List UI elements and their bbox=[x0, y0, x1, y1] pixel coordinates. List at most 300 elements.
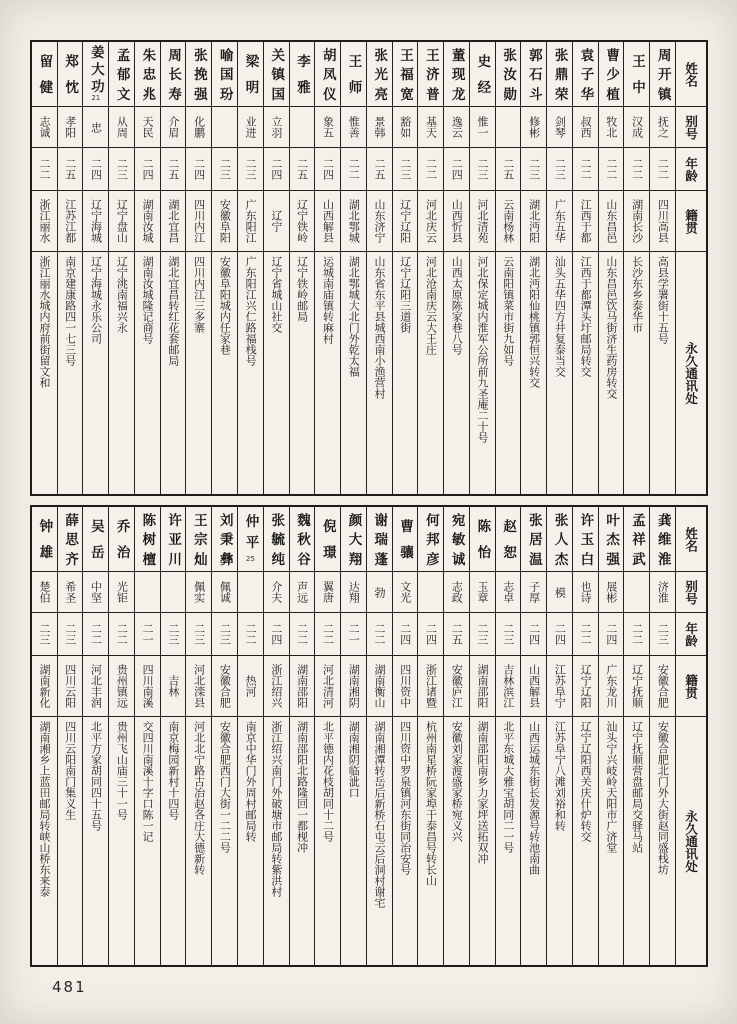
origin-cell: 河北滦县 bbox=[186, 656, 211, 717]
person-column bbox=[109, 42, 135, 494]
address-cell: 湖南邵阳南乡力家坪送拓双冲 bbox=[476, 721, 490, 864]
age-cell: 二三 bbox=[186, 613, 211, 656]
name-cell: 董 现 龙 bbox=[444, 42, 469, 107]
alias-cell: 化鹏 bbox=[186, 107, 211, 148]
name-cell: 张 挽 强 bbox=[186, 42, 211, 107]
address-cell: 安徽刘家渡盛家桥宛义兴 bbox=[450, 721, 464, 842]
age-cell: 二四 bbox=[418, 613, 443, 656]
person-column bbox=[650, 507, 676, 965]
person-column bbox=[264, 42, 290, 494]
age-cell: 二三 bbox=[650, 613, 675, 656]
person-column bbox=[521, 507, 547, 965]
origin-cell: 吉林 bbox=[161, 656, 186, 717]
address-cell: 辽宁省城山社交 bbox=[269, 256, 283, 333]
alias-cell: 景韩 bbox=[367, 107, 392, 148]
header-address: 永久通讯处 bbox=[683, 809, 699, 873]
name-cell: 魏 秋 谷 bbox=[290, 507, 315, 572]
address-cell: 汕头五华四方井复泰当交 bbox=[553, 256, 567, 377]
person-column bbox=[573, 42, 599, 494]
name-cell: 许 玉 白 bbox=[573, 507, 598, 572]
alias-cell: 牧北 bbox=[599, 107, 624, 148]
alias-cell: 从周 bbox=[109, 107, 134, 148]
address-cell: 广东阳江兴仁路福栈号 bbox=[244, 256, 258, 366]
person-column bbox=[238, 507, 264, 965]
header-name: 姓名 bbox=[676, 507, 706, 572]
origin-cell: 安徽庐江 bbox=[444, 656, 469, 717]
alias-cell: 济淮 bbox=[650, 572, 675, 613]
name-cell: 龚 维 淮 bbox=[650, 507, 675, 572]
name-cell: 胡 凤 仪 bbox=[315, 42, 340, 107]
alias-cell bbox=[161, 572, 186, 613]
age-cell: 二五 bbox=[290, 148, 315, 191]
origin-cell: 浙江绍兴 bbox=[264, 656, 289, 717]
alias-cell: 惟善 bbox=[341, 107, 366, 148]
age-cell: 二三 bbox=[521, 148, 546, 191]
header-alias: 别号 bbox=[676, 107, 706, 148]
address-cell: 湖南湘乡上蓝田邮局转峡山桥东来泰 bbox=[38, 721, 52, 897]
address-cell: 四川内江三多寨 bbox=[192, 256, 206, 333]
origin-cell: 辽宁 bbox=[264, 191, 289, 252]
origin-cell: 江苏江都 bbox=[58, 191, 83, 252]
register-table-bottom bbox=[30, 505, 708, 967]
address-cell: 杭州南星桥阮家埠干泰昌号转长山 bbox=[424, 721, 438, 886]
name-cell: 张 鼎 荣 bbox=[547, 42, 572, 107]
address-cell: 辽宁洮南福兴永 bbox=[115, 256, 129, 333]
person-column bbox=[547, 42, 573, 494]
person-column bbox=[58, 507, 84, 965]
address-cell: 山东省东平县城西南小渔营村 bbox=[372, 256, 386, 399]
person-column bbox=[573, 507, 599, 965]
address-cell: 湖北宜昌转红花套邮局 bbox=[166, 256, 180, 366]
address-cell: 北平东城大雅宝胡同二一号 bbox=[501, 721, 515, 853]
alias-cell bbox=[624, 572, 649, 613]
age-cell: 二一 bbox=[341, 613, 366, 656]
name-cell: 李 雅 bbox=[290, 42, 315, 107]
address-cell: 湖南汝城隆记商号 bbox=[141, 256, 155, 344]
name-cell: 许 亚 川 bbox=[161, 507, 186, 572]
origin-cell: 湖北宜昌 bbox=[161, 191, 186, 252]
name-cell: 关 镇 国 bbox=[264, 42, 289, 107]
origin-cell: 湖北鄂城 bbox=[341, 191, 366, 252]
origin-cell: 湖北沔阳 bbox=[521, 191, 546, 252]
origin-cell: 河北清河 bbox=[315, 656, 340, 717]
age-cell: 二三 bbox=[238, 148, 263, 191]
name-cell: 张 毓 纯 bbox=[264, 507, 289, 572]
age-cell: 二二 bbox=[573, 148, 598, 191]
age-cell: 二二 bbox=[238, 613, 263, 656]
age-cell: 二四 bbox=[186, 148, 211, 191]
address-cell: 河北保定城内淮军公所前九圣庵二十号 bbox=[476, 256, 490, 443]
origin-cell: 浙江诸暨 bbox=[418, 656, 443, 717]
name-cell: 曹 骧 bbox=[393, 507, 418, 572]
person-column bbox=[135, 42, 161, 494]
alias-cell: 希圣 bbox=[58, 572, 83, 613]
age-cell: 二二 bbox=[599, 148, 624, 191]
name-cell: 曹 少 植 bbox=[599, 42, 624, 107]
name-cell: 张 光 亮 bbox=[367, 42, 392, 107]
name-cell: 姜 大 功 21 bbox=[83, 42, 108, 107]
alias-cell bbox=[418, 572, 443, 613]
alias-cell: 基天 bbox=[418, 107, 443, 148]
person-column bbox=[212, 42, 238, 494]
alias-cell bbox=[496, 107, 521, 148]
origin-cell: 辽宁海城 bbox=[83, 191, 108, 252]
person-column bbox=[264, 507, 290, 965]
alias-cell: 志卓 bbox=[496, 572, 521, 613]
origin-cell: 江西于都 bbox=[573, 191, 598, 252]
person-column bbox=[58, 42, 84, 494]
alias-cell: 模 bbox=[547, 572, 572, 613]
age-cell: 二二 bbox=[367, 613, 392, 656]
person-column bbox=[444, 42, 470, 494]
alias-cell: 勃 bbox=[367, 572, 392, 613]
person-column bbox=[444, 507, 470, 965]
origin-cell: 湖南邵阳 bbox=[470, 656, 495, 717]
person-column bbox=[341, 507, 367, 965]
address-cell: 交四川南溪十字口陈一记 bbox=[141, 721, 155, 842]
address-cell: 湖北鄂城大北门外乾太福 bbox=[347, 256, 361, 377]
address-cell: 安徽阜阳城内任家巷 bbox=[218, 256, 232, 355]
person-column bbox=[393, 507, 419, 965]
alias-cell: 介夫 bbox=[264, 572, 289, 613]
origin-cell: 湖南衡山 bbox=[367, 656, 392, 717]
origin-cell: 四川南溪 bbox=[135, 656, 160, 717]
age-cell: 二三 bbox=[161, 613, 186, 656]
address-cell: 南京梅园新村十四号 bbox=[166, 721, 180, 820]
origin-cell: 湖南长沙 bbox=[624, 191, 649, 252]
alias-cell bbox=[135, 572, 160, 613]
alias-cell: 象五 bbox=[315, 107, 340, 148]
person-column bbox=[496, 42, 522, 494]
person-column bbox=[315, 507, 341, 965]
name-cell: 周 开 镇 bbox=[650, 42, 675, 107]
origin-cell: 湖南汝城 bbox=[135, 191, 160, 252]
alias-cell: 中坚 bbox=[83, 572, 108, 613]
person-column bbox=[32, 507, 58, 965]
origin-cell: 贵州镇远 bbox=[109, 656, 134, 717]
person-column bbox=[367, 507, 393, 965]
page-number: 481 bbox=[52, 978, 87, 996]
origin-cell: 安徽合肥 bbox=[650, 656, 675, 717]
address-cell: 江苏阜宁八滩刘裕和转 bbox=[553, 721, 567, 831]
address-cell: 辽宁辽阳三道街 bbox=[398, 256, 412, 333]
origin-cell: 浙江丽水 bbox=[32, 191, 57, 252]
address-cell: 辽宁铁岭邮局 bbox=[295, 256, 309, 322]
name-cell: 袁 子 华 bbox=[573, 42, 598, 107]
age-cell: 二二 bbox=[624, 613, 649, 656]
origin-cell: 云南杨林 bbox=[496, 191, 521, 252]
address-cell: 四川资中罗泉镇河东街同治安号 bbox=[398, 721, 412, 875]
alias-cell: 孝阳 bbox=[58, 107, 83, 148]
alias-cell: 惟一 bbox=[470, 107, 495, 148]
age-cell: 二四 bbox=[393, 613, 418, 656]
age-cell: 二四 bbox=[264, 613, 289, 656]
origin-cell: 辽宁抚顺 bbox=[624, 656, 649, 717]
origin-cell: 吉林滨江 bbox=[496, 656, 521, 717]
origin-cell: 广东阳江 bbox=[238, 191, 263, 252]
alias-cell bbox=[238, 572, 263, 613]
origin-cell: 四川云阳 bbox=[58, 656, 83, 717]
origin-cell: 山西解县 bbox=[315, 191, 340, 252]
person-column bbox=[212, 507, 238, 965]
person-column bbox=[624, 507, 650, 965]
alias-cell: 志诚 bbox=[32, 107, 57, 148]
alias-cell: 楚伯 bbox=[32, 572, 57, 613]
person-column bbox=[32, 42, 58, 494]
address-cell: 辽宁海城永乐公司 bbox=[89, 256, 103, 344]
alias-cell: 志政 bbox=[444, 572, 469, 613]
address-cell: 安徽合肥北门外大街赵同盛栈坊 bbox=[656, 721, 670, 875]
person-column bbox=[624, 42, 650, 494]
origin-cell: 山西解县 bbox=[521, 656, 546, 717]
age-cell: 二三 bbox=[212, 613, 237, 656]
name-cell: 王 师 bbox=[341, 42, 366, 107]
address-cell: 南京建康路四一七三号 bbox=[63, 256, 77, 366]
person-column bbox=[83, 507, 109, 965]
age-cell: 二二 bbox=[109, 613, 134, 656]
alias-cell: 声远 bbox=[290, 572, 315, 613]
name-cell: 宛 敏 诚 bbox=[444, 507, 469, 572]
age-cell: 二四 bbox=[444, 148, 469, 191]
address-cell: 高县学署街十五号 bbox=[656, 256, 670, 344]
alias-cell: 翼唐 bbox=[315, 572, 340, 613]
alias-cell: 汉成 bbox=[624, 107, 649, 148]
person-column bbox=[109, 507, 135, 965]
person-column bbox=[290, 42, 316, 494]
address-cell: 长沙东乡泰华市 bbox=[630, 256, 644, 333]
name-cell: 梁 明 bbox=[238, 42, 263, 107]
person-column bbox=[496, 507, 522, 965]
origin-cell: 辽宁盘山 bbox=[109, 191, 134, 252]
name-cell: 陈 怡 bbox=[470, 507, 495, 572]
age-cell: 二五 bbox=[444, 613, 469, 656]
origin-cell: 四川内江 bbox=[186, 191, 211, 252]
alias-cell: 也诗 bbox=[573, 572, 598, 613]
person-column bbox=[341, 42, 367, 494]
name-cell: 陈 树 檀 bbox=[135, 507, 160, 572]
origin-cell: 江苏阜宁 bbox=[547, 656, 572, 717]
age-cell: 二三 bbox=[32, 613, 57, 656]
header-origin: 籍贯 bbox=[676, 656, 706, 717]
alias-cell: 忠 bbox=[83, 107, 108, 148]
origin-cell: 山东昌邑 bbox=[599, 191, 624, 252]
age-cell: 二四 bbox=[264, 148, 289, 191]
origin-cell: 山西忻县 bbox=[444, 191, 469, 252]
origin-cell: 湖南新化 bbox=[32, 656, 57, 717]
age-cell: 二五 bbox=[161, 148, 186, 191]
age-cell: 二四 bbox=[315, 148, 340, 191]
origin-cell: 山东济宁 bbox=[367, 191, 392, 252]
alias-cell: 豁如 bbox=[393, 107, 418, 148]
register-table-top bbox=[30, 40, 708, 496]
age-cell: 二三 bbox=[470, 613, 495, 656]
age-cell: 二五 bbox=[367, 148, 392, 191]
name-cell: 周 长 寿 bbox=[161, 42, 186, 107]
person-column bbox=[470, 507, 496, 965]
address-cell: 北平德内花枝胡同十二号 bbox=[321, 721, 335, 842]
person-column bbox=[418, 507, 444, 965]
name-cell: 颜 大 翔 bbox=[341, 507, 366, 572]
footnote-mark: 21 bbox=[91, 94, 101, 103]
name-cell: 刘 秉 彝 bbox=[212, 507, 237, 572]
name-cell: 王 济 普 bbox=[418, 42, 443, 107]
age-cell: 二二 bbox=[573, 613, 598, 656]
address-cell: 运城南庙镇转麻村 bbox=[321, 256, 335, 344]
alias-cell: 立羽 bbox=[264, 107, 289, 148]
origin-cell: 广东龙川 bbox=[599, 656, 624, 717]
alias-cell: 业进 bbox=[238, 107, 263, 148]
address-cell: 江西于都潭头圩邮局转交 bbox=[579, 256, 593, 377]
origin-cell: 辽宁铁岭 bbox=[290, 191, 315, 252]
origin-cell: 辽宁辽阳 bbox=[573, 656, 598, 717]
name-cell: 王 宗 灿 bbox=[186, 507, 211, 572]
person-column bbox=[599, 42, 625, 494]
person-column bbox=[650, 42, 676, 494]
name-cell: 钟 雄 bbox=[32, 507, 57, 572]
origin-cell: 河北清苑 bbox=[470, 191, 495, 252]
address-cell: 贵州飞山庙三十一号 bbox=[115, 721, 129, 820]
age-cell: 二三 bbox=[109, 148, 134, 191]
person-column bbox=[238, 42, 264, 494]
name-cell: 倪 璟 bbox=[315, 507, 340, 572]
age-cell: 二三 bbox=[496, 613, 521, 656]
person-column bbox=[470, 42, 496, 494]
address-cell: 浙江绍兴南门外破塘市邮局转紫洪村 bbox=[269, 721, 283, 897]
alias-cell: 介眉 bbox=[161, 107, 186, 148]
alias-cell: 佩实 bbox=[186, 572, 211, 613]
address-cell: 汕头宁兴岐岭天阳市广济堂 bbox=[604, 721, 618, 853]
age-cell: 二四 bbox=[83, 148, 108, 191]
alias-cell bbox=[212, 107, 237, 148]
alias-cell: 子厚 bbox=[521, 572, 546, 613]
person-column bbox=[547, 507, 573, 965]
name-cell: 喻 国 玢 bbox=[212, 42, 237, 107]
age-cell: 二一 bbox=[135, 613, 160, 656]
name-cell: 孟 郁 文 bbox=[109, 42, 134, 107]
age-cell: 二二 bbox=[624, 148, 649, 191]
header-alias: 别号 bbox=[676, 572, 706, 613]
person-column bbox=[135, 507, 161, 965]
address-cell: 四川云阳南门集义生 bbox=[63, 721, 77, 820]
name-cell: 朱 忠 兆 bbox=[135, 42, 160, 107]
alias-cell: 佩诚 bbox=[212, 572, 237, 613]
person-column bbox=[83, 42, 109, 494]
person-column bbox=[521, 42, 547, 494]
address-cell: 山东昌邑饮马街济生药房转交 bbox=[604, 256, 618, 399]
name-cell: 叶 杰 强 bbox=[599, 507, 624, 572]
name-cell: 王 中 bbox=[624, 42, 649, 107]
header-origin: 籍贯 bbox=[676, 191, 706, 252]
age-cell: 二五 bbox=[496, 148, 521, 191]
address-cell: 山西太原陈家巷八号 bbox=[450, 256, 464, 355]
age-cell: 二二 bbox=[650, 148, 675, 191]
header-age: 年龄 bbox=[676, 613, 706, 656]
person-column bbox=[599, 507, 625, 965]
alias-cell: 光钜 bbox=[109, 572, 134, 613]
origin-cell: 河北丰润 bbox=[83, 656, 108, 717]
age-cell: 二三 bbox=[393, 148, 418, 191]
name-cell: 孟 祥 武 bbox=[624, 507, 649, 572]
age-cell: 二四 bbox=[547, 613, 572, 656]
name-cell: 史 经 bbox=[470, 42, 495, 107]
name-cell: 郑 忱 bbox=[58, 42, 83, 107]
person-column bbox=[161, 507, 187, 965]
address-cell: 云南阳镇菜市街九如号 bbox=[501, 256, 515, 366]
person-column bbox=[161, 42, 187, 494]
age-cell: 二二 bbox=[83, 613, 108, 656]
name-cell: 薛 思 齐 bbox=[58, 507, 83, 572]
age-cell: 二三 bbox=[212, 148, 237, 191]
name-cell: 张 居 温 bbox=[521, 507, 546, 572]
name-cell: 张 人 杰 bbox=[547, 507, 572, 572]
alias-cell: 叔西 bbox=[573, 107, 598, 148]
name-cell: 王 福 宽 bbox=[393, 42, 418, 107]
person-column bbox=[290, 507, 316, 965]
address-cell: 辽宁抚顺营盘邮局交驿马站 bbox=[630, 721, 644, 853]
alias-cell bbox=[290, 107, 315, 148]
alias-cell: 文光 bbox=[393, 572, 418, 613]
alias-cell: 玉章 bbox=[470, 572, 495, 613]
alias-cell: 逸云 bbox=[444, 107, 469, 148]
origin-cell: 安徽阜阳 bbox=[212, 191, 237, 252]
name-cell: 郭 石 斗 bbox=[521, 42, 546, 107]
age-cell: 二三 bbox=[470, 148, 495, 191]
header-name: 姓名 bbox=[676, 42, 706, 107]
alias-cell: 天民 bbox=[135, 107, 160, 148]
origin-cell: 湖南邵阳 bbox=[290, 656, 315, 717]
address-cell: 北平方家胡同四十五号 bbox=[89, 721, 103, 831]
name-cell: 仲 平 25 bbox=[238, 507, 263, 572]
name-cell: 乔 治 bbox=[109, 507, 134, 572]
origin-cell: 湖南湘阴 bbox=[341, 656, 366, 717]
address-cell: 河北沧南庆云大王庄 bbox=[424, 256, 438, 355]
header-address: 永久通讯处 bbox=[683, 341, 699, 405]
name-cell: 吴 岳 bbox=[83, 507, 108, 572]
origin-cell: 河北庆云 bbox=[418, 191, 443, 252]
footnote-mark: 25 bbox=[245, 555, 255, 564]
age-cell: 二四 bbox=[599, 613, 624, 656]
address-cell: 湖南邵阳北路隆回一都枧冲 bbox=[295, 721, 309, 853]
address-cell: 浙江丽水城内府前街留文和 bbox=[38, 256, 52, 388]
name-cell: 何 邦 彦 bbox=[418, 507, 443, 572]
alias-cell: 达翔 bbox=[341, 572, 366, 613]
name-cell: 谢 瑞 蓬 bbox=[367, 507, 392, 572]
person-column bbox=[367, 42, 393, 494]
address-cell: 湖北沔阳仙桃镇郭恒兴转交 bbox=[527, 256, 541, 388]
name-cell: 赵 恕 bbox=[496, 507, 521, 572]
alias-cell: 剑琴 bbox=[547, 107, 572, 148]
address-cell: 辽宁辽阳西关庆什炉转交 bbox=[579, 721, 593, 842]
alias-cell: 抚之 bbox=[650, 107, 675, 148]
origin-cell: 热河 bbox=[238, 656, 263, 717]
age-cell: 二三 bbox=[547, 148, 572, 191]
age-cell: 二二 bbox=[341, 148, 366, 191]
age-cell: 二四 bbox=[135, 148, 160, 191]
alias-cell: 修彬 bbox=[521, 107, 546, 148]
address-cell: 南京中华门外周村邮局转 bbox=[244, 721, 258, 842]
header-age: 年龄 bbox=[676, 148, 706, 191]
person-column bbox=[186, 507, 212, 965]
address-cell: 山西运城东街长发源号转池南曲 bbox=[527, 721, 541, 875]
age-cell: 二二 bbox=[290, 613, 315, 656]
origin-cell: 广东五华 bbox=[547, 191, 572, 252]
person-column bbox=[186, 42, 212, 494]
person-column bbox=[315, 42, 341, 494]
name-cell: 张 汝 勋 bbox=[496, 42, 521, 107]
address-cell: 河北北宁路古冶赵各庄大德新转 bbox=[192, 721, 206, 875]
age-cell: 二三 bbox=[58, 613, 83, 656]
header-column bbox=[676, 507, 706, 965]
